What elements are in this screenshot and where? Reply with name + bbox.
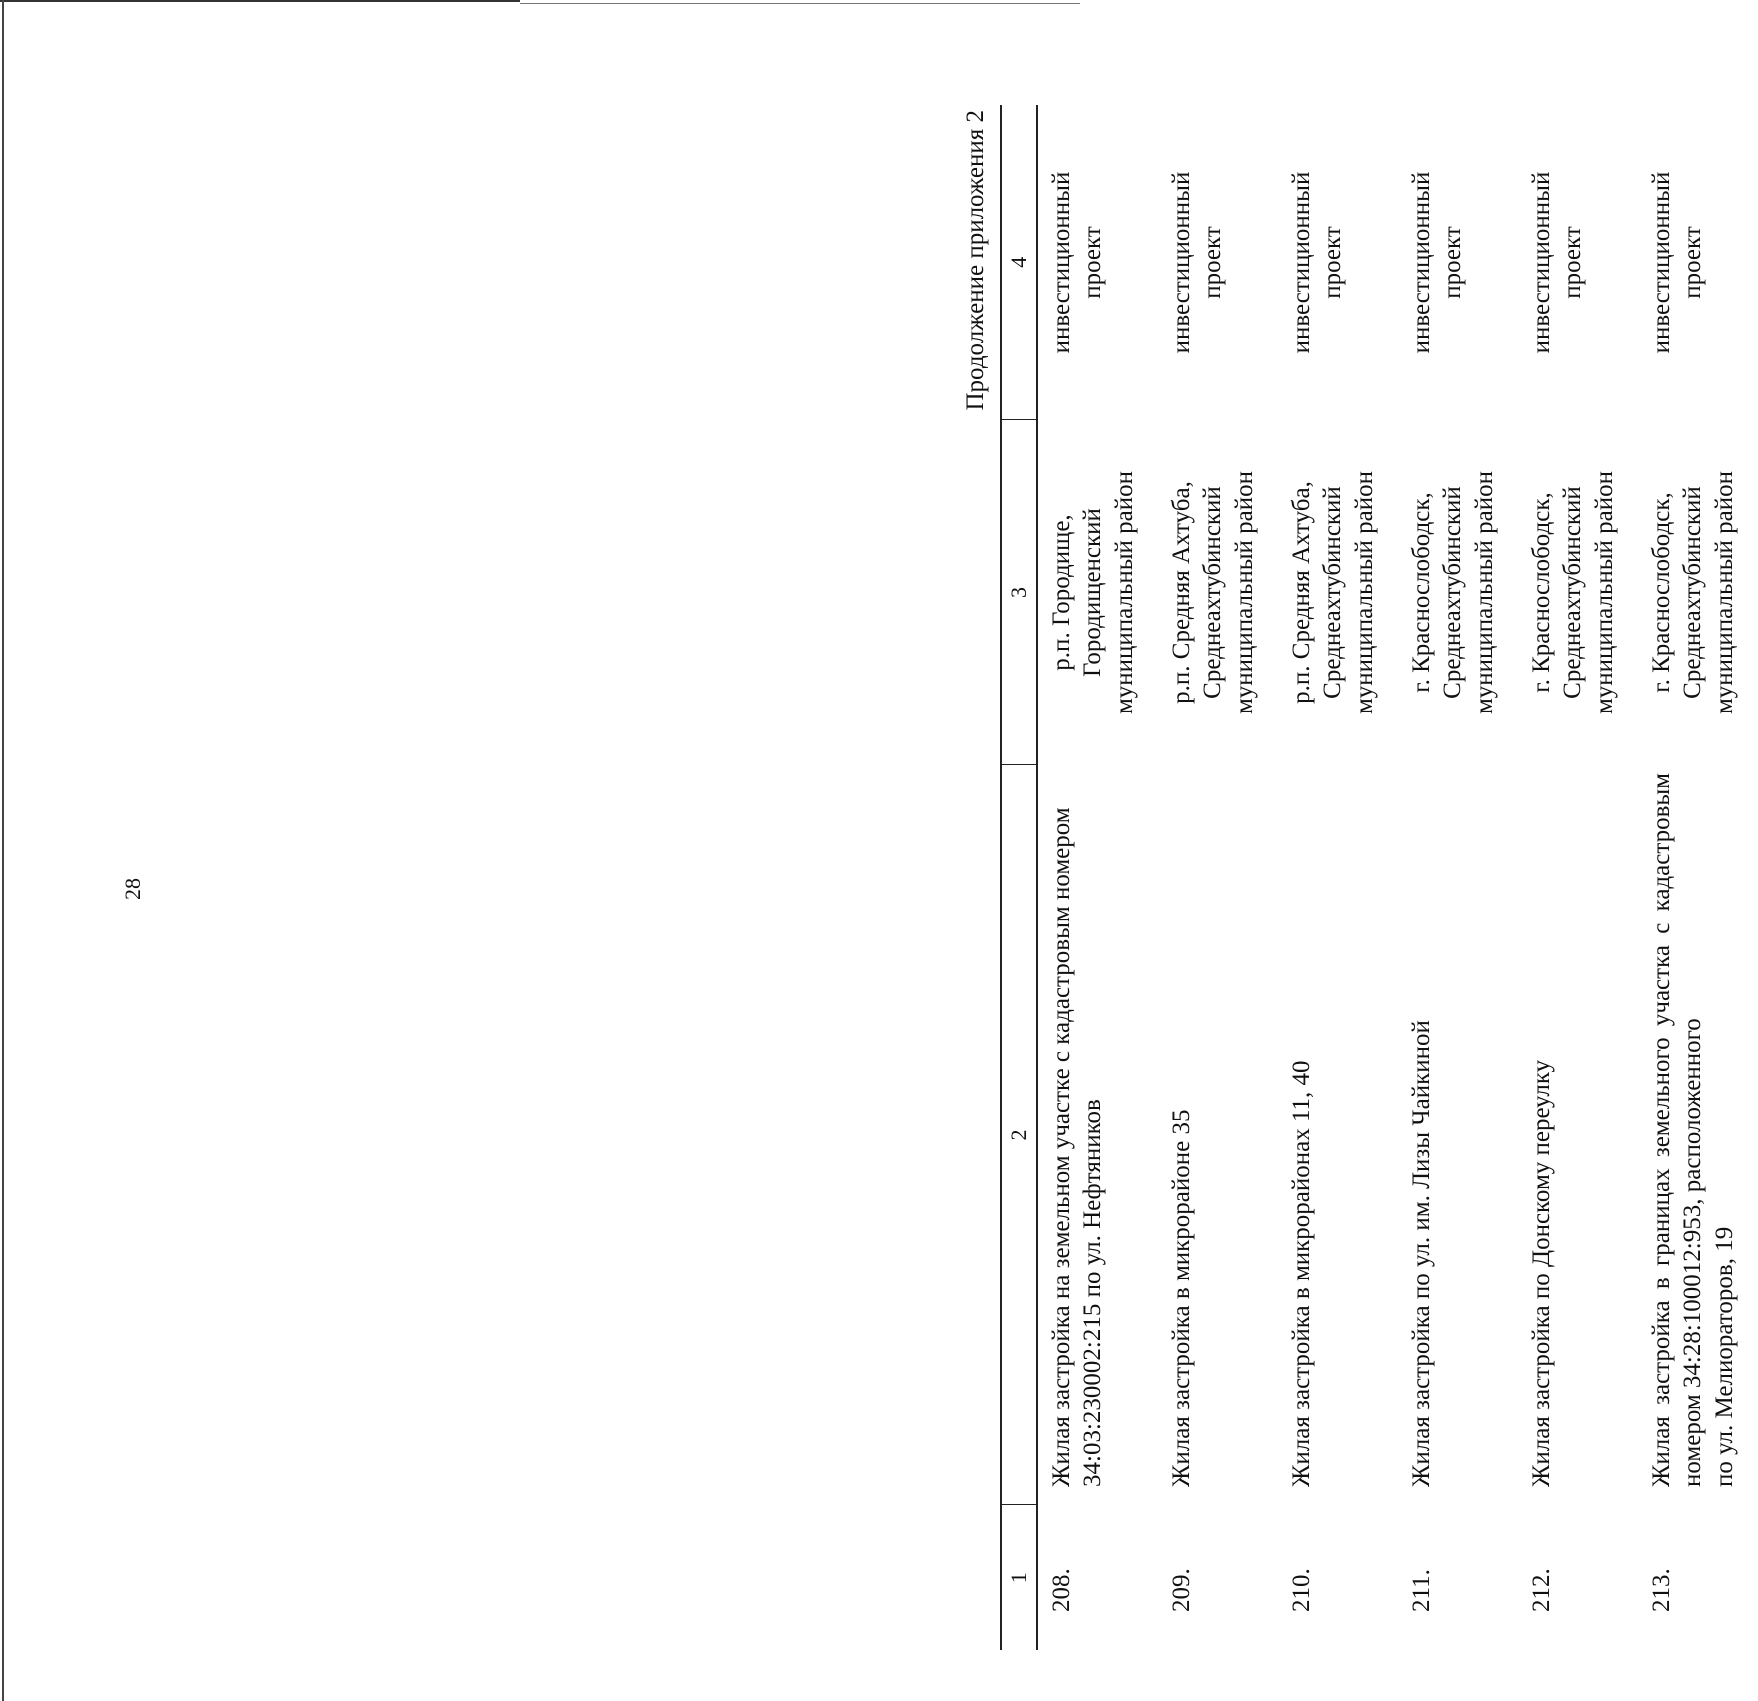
row-number: 208. [1048,1568,1075,1612]
object-location [1158,420,1278,765]
table-row [1638,105,1758,1650]
type-line: инвестиционный [1048,171,1075,354]
object-description [1158,765,1278,1505]
description-line: Жилая застройка по ул. им. Лизы Чайкиной [1408,1020,1435,1487]
scan-edge [0,0,520,2]
object-type [1638,105,1758,420]
object-location [1398,420,1518,765]
location-line: муниципальный район [1350,470,1378,715]
description-line: Жилая застройка по Донскому переулку [1528,1059,1555,1487]
location-line: р.п. Городище, [1048,514,1075,671]
row-number: 210. [1288,1568,1315,1612]
table-row [1278,105,1398,1650]
row-number: 212. [1528,1568,1555,1612]
description-line: Жилая застройка в микрорайоне 35 [1168,1109,1195,1487]
location-line: муниципальный район [1590,470,1618,715]
location-line: р.п. Средняя Ахтуба, [1168,481,1195,704]
table-row [1158,105,1278,1650]
column-header-3: 3 [1001,420,1037,765]
table-row [1518,105,1638,1650]
object-description [1398,765,1518,1505]
type-line: проект [1199,226,1227,299]
type-line: проект [1559,226,1587,299]
object-description [1278,765,1398,1505]
location-line: Среднеахтубинский [1199,486,1227,699]
objects-table [1000,105,1758,1650]
location-line: р.п. Средняя Ахтуба, [1288,481,1315,704]
type-line: проект [1679,226,1707,299]
object-location [1638,420,1758,765]
location-line: Среднеахтубинский [1679,486,1707,699]
description-line: Жилая застройка на земельном участке с кадастровым номером [1048,807,1075,1487]
column-header-4: 4 [1001,105,1037,420]
type-line: инвестиционный [1168,171,1195,354]
object-description [1638,765,1758,1505]
column-header-1: 1 [1001,1505,1037,1650]
object-type [1158,105,1278,420]
description-line: 34:03:230002:215 по ул. Нефтяников [1079,1099,1107,1487]
description-line: Жилая застройка в границах земельного участка с кадастровым номером 34:28:100012:953, расположенного [1648,773,1707,1487]
type-line: проект [1439,226,1467,299]
location-line: Среднеахтубинский [1319,486,1347,699]
location-line: г. Краснослободск, [1648,492,1675,693]
scan-edge [520,3,1080,4]
object-type [1398,105,1518,420]
table-header-row [1001,105,1037,1650]
scan-edge [2,0,4,1701]
document-page [100,80,1738,1680]
location-line: муниципальный район [1470,470,1498,715]
location-line: Среднеахтубинский [1439,486,1467,699]
object-description [1037,765,1158,1505]
row-number: 211. [1408,1569,1435,1612]
type-line: проект [1319,226,1347,299]
location-line: Среднеахтубинский [1559,486,1587,699]
object-location [1278,420,1398,765]
column-header-2: 2 [1001,765,1037,1505]
object-location [1037,420,1158,765]
object-type [1518,105,1638,420]
type-line: инвестиционный [1528,171,1555,354]
type-line: проект [1079,226,1107,299]
description-line: по ул. Мелиораторов, 19 [1710,1226,1738,1487]
object-type [1278,105,1398,420]
row-number: 209. [1168,1568,1195,1612]
location-line: г. Краснослободск, [1408,492,1435,693]
object-description [1518,765,1638,1505]
object-type [1037,105,1158,420]
type-line: инвестиционный [1648,171,1675,354]
page-number: 28 [120,878,145,900]
description-line: Жилая застройка в микрорайонах 11, 40 [1288,1060,1315,1487]
location-line: Городищенский [1079,508,1107,677]
location-line: муниципальный район [1710,470,1738,715]
location-line: муниципальный район [1230,470,1258,715]
table-row [1398,105,1518,1650]
continuation-label: Продолжение приложения 2 [962,110,989,411]
location-line: г. Краснослободск, [1528,492,1555,693]
object-location [1518,420,1638,765]
table-row [1037,105,1158,1650]
type-line: инвестиционный [1288,171,1315,354]
type-line: инвестиционный [1408,171,1435,354]
row-number: 213. [1648,1568,1675,1612]
location-line: муниципальный район [1110,470,1138,715]
